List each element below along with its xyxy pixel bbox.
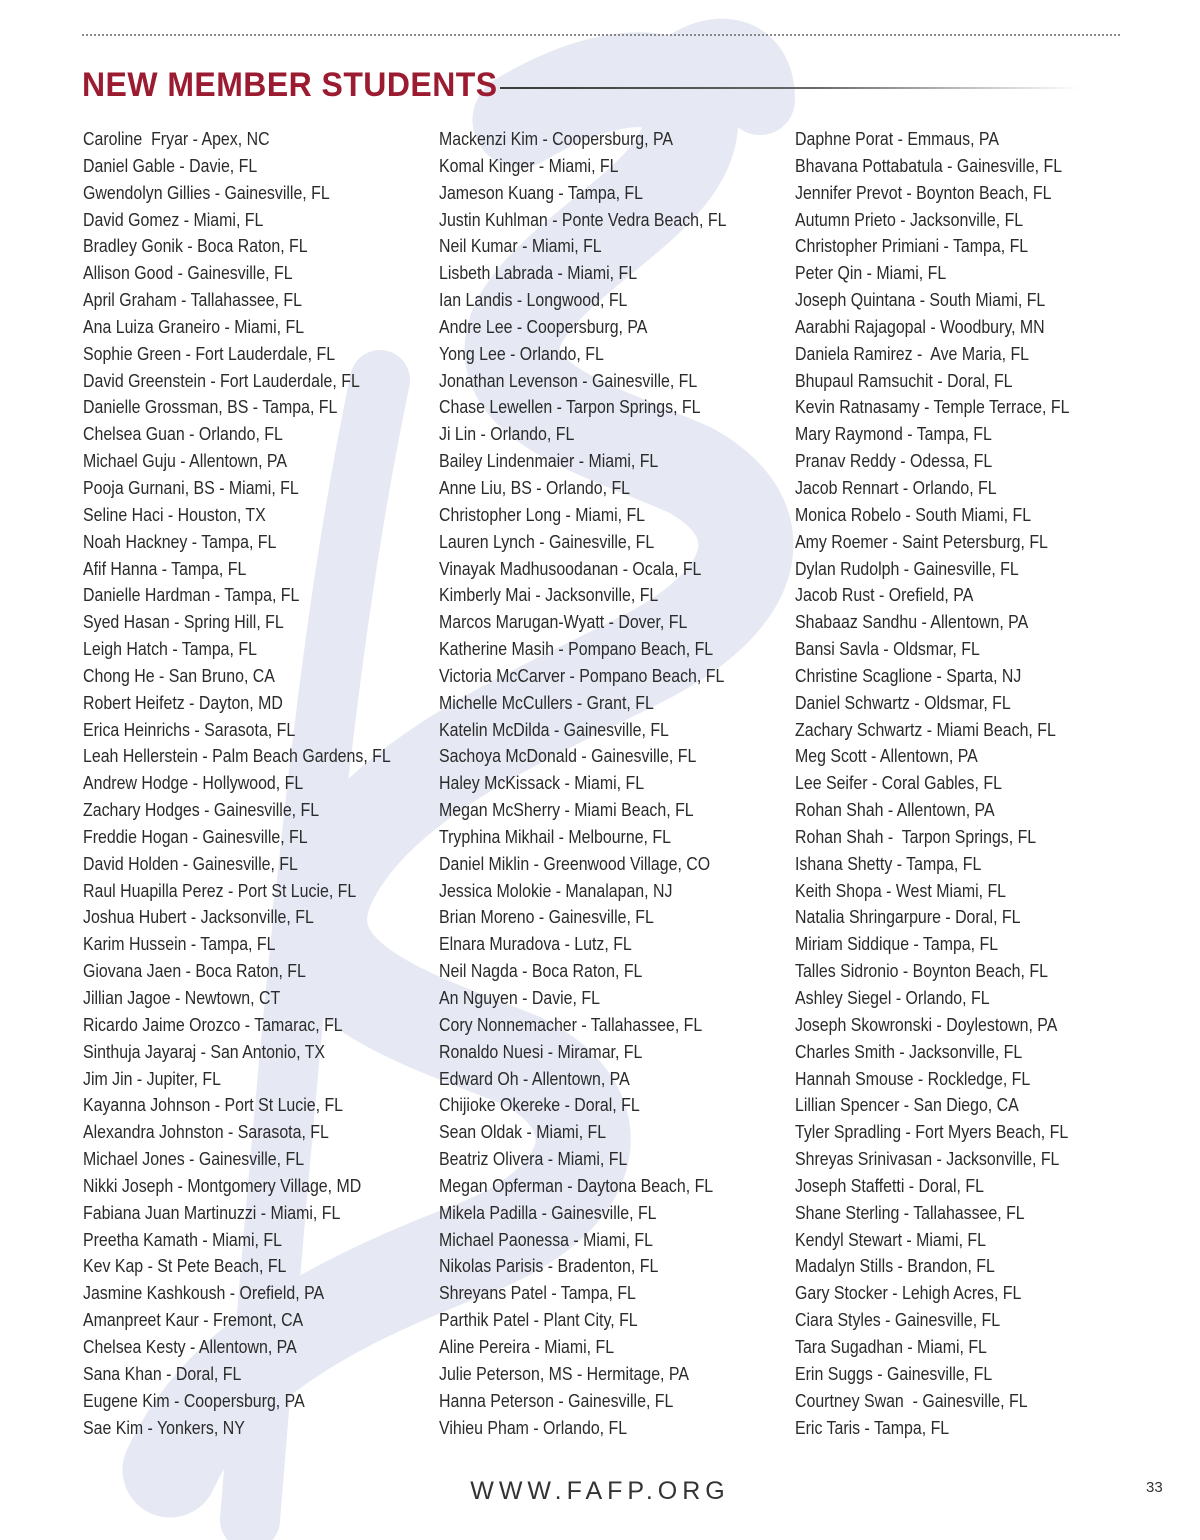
page-title: NEW MEMBER STUDENTS: [82, 66, 498, 104]
member-entry: Shabaaz Sandhu - Allentown, PA: [795, 611, 1029, 633]
member-entry: Michael Jones - Gainesville, FL: [83, 1148, 305, 1170]
member-entry: Ana Luiza Graneiro - Miami, FL: [83, 315, 305, 337]
member-entry: Yong Lee - Orlando, FL: [439, 342, 604, 364]
member-entry: Michelle McCullers - Grant, FL: [439, 691, 654, 713]
member-entry: Daphne Porat - Emmaus, PA: [795, 128, 999, 149]
member-entry: Mary Raymond - Tampa, FL: [795, 423, 992, 445]
member-entry: Megan McSherry - Miami Beach, FL: [439, 799, 694, 821]
member-entry: Lee Seifer - Coral Gables, FL: [795, 772, 1002, 794]
member-entry: Chelsea Guan - Orlando, FL: [83, 423, 283, 445]
member-entry: Meg Scott - Allentown, PA: [795, 745, 978, 767]
member-entry: Robert Heifetz - Dayton, MD: [83, 691, 283, 713]
member-entry: Kayanna Johnson - Port St Lucie, FL: [83, 1094, 344, 1116]
dotted-divider: [82, 34, 1120, 36]
member-entry: Charles Smith - Jacksonville, FL: [795, 1040, 1023, 1062]
member-entry: Kev Kap - St Pete Beach, FL: [83, 1255, 287, 1277]
member-entry: Jonathan Levenson - Gainesville, FL: [439, 369, 698, 391]
member-entry: Zachary Schwartz - Miami Beach, FL: [795, 718, 1056, 740]
member-entry: Syed Hasan - Spring Hill, FL: [83, 611, 284, 633]
member-entry: Joseph Staffetti - Doral, FL: [795, 1174, 984, 1196]
title-rule: [500, 87, 1080, 89]
member-entry: An Nguyen - Davie, FL: [439, 987, 600, 1008]
member-entry: Courtney Swan - Gainesville, FL: [795, 1389, 1028, 1411]
member-entry: Elnara Muradova - Lutz, FL: [439, 933, 632, 955]
member-entry: Hannah Smouse - Rockledge, FL: [795, 1067, 1031, 1089]
member-entry: Nikolas Parisis - Bradenton, FL: [439, 1255, 659, 1277]
member-entry: Noah Hackney - Tampa, FL: [83, 530, 277, 552]
member-entry: Lauren Lynch - Gainesville, FL: [439, 530, 655, 552]
member-entry: Vihieu Pham - Orlando, FL: [439, 1416, 628, 1438]
member-entry: Bansi Savla - Oldsmar, FL: [795, 638, 980, 660]
member-entry: Freddie Hogan - Gainesville, FL: [83, 825, 308, 847]
member-entry: Preetha Kamath - Miami, FL: [83, 1228, 282, 1250]
member-entry: Parthik Patel - Plant City, FL: [439, 1309, 638, 1331]
member-entry: Karim Hussein - Tampa, FL: [83, 933, 276, 955]
member-entry: Erin Suggs - Gainesville, FL: [795, 1362, 993, 1384]
member-entry: Chijioke Okereke - Doral, FL: [439, 1094, 640, 1116]
member-entry: Caroline Fryar - Apex, NC: [83, 128, 270, 149]
member-entry: Michael Paonessa - Miami, FL: [439, 1228, 653, 1250]
member-entry: Sophie Green - Fort Lauderdale, FL: [83, 342, 336, 364]
member-entry: Shreyas Srinivasan - Jacksonville, FL: [795, 1148, 1060, 1170]
member-entry: Jacob Rennart - Orlando, FL: [795, 476, 997, 498]
member-entry: Komal Kinger - Miami, FL: [439, 154, 619, 176]
member-entry: Zachary Hodges - Gainesville, FL: [83, 799, 320, 821]
member-entry: Jacob Rust - Orefield, PA: [795, 584, 974, 606]
member-entry: Kimberly Mai - Jacksonville, FL: [439, 584, 659, 606]
member-entry: Autumn Prieto - Jacksonville, FL: [795, 208, 1024, 230]
member-entry: Ashley Siegel - Orlando, FL: [795, 987, 990, 1008]
member-entry: Brian Moreno - Gainesville, FL: [439, 906, 654, 928]
member-entry: Pranav Reddy - Odessa, FL: [795, 450, 993, 472]
member-entry: Dylan Rudolph - Gainesville, FL: [795, 557, 1019, 579]
member-entry: Gary Stocker - Lehigh Acres, FL: [795, 1282, 1022, 1304]
member-entry: Talles Sidronio - Boynton Beach, FL: [795, 960, 1048, 982]
member-entry: Hanna Peterson - Gainesville, FL: [439, 1389, 674, 1411]
member-entry: Ciara Styles - Gainesville, FL: [795, 1309, 1001, 1331]
member-entry: April Graham - Tallahassee, FL: [83, 289, 303, 311]
member-entry: Keith Shopa - West Miami, FL: [795, 879, 1007, 901]
member-entry: Christopher Long - Miami, FL: [439, 503, 646, 525]
member-entry: Beatriz Olivera - Miami, FL: [439, 1148, 628, 1170]
member-entry: Anne Liu, BS - Orlando, FL: [439, 476, 631, 498]
member-entry: Justin Kuhlman - Ponte Vedra Beach, FL: [439, 208, 727, 230]
member-entry: Edward Oh - Allentown, PA: [439, 1067, 630, 1089]
member-entry: Miriam Siddique - Tampa, FL: [795, 933, 999, 955]
member-entry: Ronaldo Nuesi - Miramar, FL: [439, 1040, 643, 1062]
member-entry: Daniel Gable - Davie, FL: [83, 154, 258, 176]
member-entry: Christine Scaglione - Sparta, NJ: [795, 664, 1022, 686]
member-entry: Julie Peterson, MS - Hermitage, PA: [439, 1362, 689, 1384]
member-entry: Joseph Skowronski - Doylestown, PA: [795, 1013, 1058, 1035]
member-entry: Sean Oldak - Miami, FL: [439, 1121, 607, 1143]
member-entry: Tyler Spradling - Fort Myers Beach, FL: [795, 1121, 1069, 1143]
member-entry: Sinthuja Jayaraj - San Antonio, TX: [83, 1040, 326, 1062]
member-entry: Eric Taris - Tampa, FL: [795, 1416, 950, 1438]
member-entry: Shreyans Patel - Tampa, FL: [439, 1282, 636, 1304]
member-entry: Katherine Masih - Pompano Beach, FL: [439, 638, 714, 660]
member-entry: Jameson Kuang - Tampa, FL: [439, 181, 643, 203]
member-entry: Jessica Molokie - Manalapan, NJ: [439, 879, 673, 901]
member-column-2: [439, 126, 773, 1441]
member-entry: Sachoya McDonald - Gainesville, FL: [439, 745, 697, 767]
member-entry: Allison Good - Gainesville, FL: [83, 262, 293, 284]
member-entry: Natalia Shringarpure - Doral, FL: [795, 906, 1021, 928]
member-entry: Jennifer Prevot - Boynton Beach, FL: [795, 181, 1052, 203]
member-entry: Shane Sterling - Tallahassee, FL: [795, 1201, 1025, 1223]
member-entry: Alexandra Johnston - Sarasota, FL: [83, 1121, 329, 1143]
member-entry: Ji Lin - Orlando, FL: [439, 423, 575, 445]
member-entry: Cory Nonnemacher - Tallahassee, FL: [439, 1013, 703, 1035]
member-entry: Pooja Gurnani, BS - Miami, FL: [83, 476, 299, 498]
member-entry: Monica Robelo - South Miami, FL: [795, 503, 1032, 525]
member-entry: Bailey Lindenmaier - Miami, FL: [439, 450, 659, 472]
member-entry: Fabiana Juan Martinuzzi - Miami, FL: [83, 1201, 341, 1223]
member-entry: Joseph Quintana - South Miami, FL: [795, 289, 1046, 311]
member-entry: Aline Pereira - Miami, FL: [439, 1335, 615, 1357]
member-entry: Peter Qin - Miami, FL: [795, 262, 947, 284]
member-entry: Afif Hanna - Tampa, FL: [83, 557, 247, 579]
member-entry: Kevin Ratnasamy - Temple Terrace, FL: [795, 396, 1070, 418]
member-entry: David Greenstein - Fort Lauderdale, FL: [83, 369, 360, 391]
member-entry: Seline Haci - Houston, TX: [83, 503, 266, 525]
member-entry: Chong He - San Bruno, CA: [83, 664, 275, 686]
member-entry: Vinayak Madhusoodanan - Ocala, FL: [439, 557, 702, 579]
member-entry: Daniel Miklin - Greenwood Village, CO: [439, 852, 711, 874]
member-entry: Andrew Hodge - Hollywood, FL: [83, 772, 304, 794]
member-entry: Bhupaul Ramsuchit - Doral, FL: [795, 369, 1013, 391]
member-entry: Rohan Shah - Tarpon Springs, FL: [795, 825, 1037, 847]
member-entry: David Gomez - Miami, FL: [83, 208, 264, 230]
member-entry: Megan Opferman - Daytona Beach, FL: [439, 1174, 714, 1196]
member-entry: Amanpreet Kaur - Fremont, CA: [83, 1309, 304, 1331]
member-entry: Jim Jin - Jupiter, FL: [83, 1067, 221, 1089]
member-entry: Joshua Hubert - Jacksonville, FL: [83, 906, 314, 928]
member-entry: Daniela Ramirez - Ave Maria, FL: [795, 342, 1030, 364]
member-entry: David Holden - Gainesville, FL: [83, 852, 298, 874]
member-entry: Amy Roemer - Saint Petersburg, FL: [795, 530, 1048, 552]
member-entry: Jillian Jagoe - Newtown, CT: [83, 987, 281, 1008]
member-entry: Jasmine Kashkoush - Orefield, PA: [83, 1282, 325, 1304]
member-entry: Neil Kumar - Miami, FL: [439, 235, 602, 257]
member-column-3: [795, 126, 1114, 1441]
member-entry: Erica Heinrichs - Sarasota, FL: [83, 718, 296, 740]
member-column-1: [83, 126, 441, 1441]
member-entry: Mikela Padilla - Gainesville, FL: [439, 1201, 657, 1223]
member-entry: Bradley Gonik - Boca Raton, FL: [83, 235, 308, 257]
member-entry: Ishana Shetty - Tampa, FL: [795, 852, 982, 874]
member-entry: Neil Nagda - Boca Raton, FL: [439, 960, 643, 982]
member-entry: Ian Landis - Longwood, FL: [439, 289, 628, 311]
member-entry: Lisbeth Labrada - Miami, FL: [439, 262, 638, 284]
member-entry: Marcos Marugan-Wyatt - Dover, FL: [439, 611, 688, 633]
member-entry: Chase Lewellen - Tarpon Springs, FL: [439, 396, 701, 418]
member-entry: Gwendolyn Gillies - Gainesville, FL: [83, 181, 330, 203]
member-entry: Tryphina Mikhail - Melbourne, FL: [439, 825, 671, 847]
member-entry: Madalyn Stills - Brandon, FL: [795, 1255, 995, 1277]
member-entry: Mackenzi Kim - Coopersburg, PA: [439, 128, 674, 149]
member-entry: Michael Guju - Allentown, PA: [83, 450, 287, 472]
page-number: 33: [1146, 1479, 1163, 1496]
footer-website: WWW.FAFP.ORG: [470, 1477, 730, 1505]
member-entry: Danielle Grossman, BS - Tampa, FL: [83, 396, 338, 418]
member-entry: Lillian Spencer - San Diego, CA: [795, 1094, 1019, 1116]
member-entry: Haley McKissack - Miami, FL: [439, 772, 645, 794]
member-entry: Andre Lee - Coopersburg, PA: [439, 315, 648, 337]
member-entry: Raul Huapilla Perez - Port St Lucie, FL: [83, 879, 357, 901]
member-entry: Katelin McDilda - Gainesville, FL: [439, 718, 669, 740]
member-entry: Kendyl Stewart - Miami, FL: [795, 1228, 986, 1250]
member-entry: Giovana Jaen - Boca Raton, FL: [83, 960, 306, 982]
member-entry: Daniel Schwartz - Oldsmar, FL: [795, 691, 1011, 713]
member-entry: Leah Hellerstein - Palm Beach Gardens, FL: [83, 745, 391, 767]
member-entry: Danielle Hardman - Tampa, FL: [83, 584, 300, 606]
member-entry: Victoria McCarver - Pompano Beach, FL: [439, 664, 725, 686]
member-entry: Eugene Kim - Coopersburg, PA: [83, 1389, 305, 1411]
member-entry: Tara Sugadhan - Miami, FL: [795, 1335, 987, 1357]
member-entry: Nikki Joseph - Montgomery Village, MD: [83, 1174, 362, 1196]
member-entry: Christopher Primiani - Tampa, FL: [795, 235, 1029, 257]
member-entry: Leigh Hatch - Tampa, FL: [83, 638, 257, 660]
member-entry: Chelsea Kesty - Allentown, PA: [83, 1335, 297, 1357]
member-entry: Sana Khan - Doral, FL: [83, 1362, 242, 1384]
member-entry: Aarabhi Rajagopal - Woodbury, MN: [795, 315, 1045, 337]
member-entry: Bhavana Pottabatula - Gainesville, FL: [795, 154, 1063, 176]
member-entry: Rohan Shah - Allentown, PA: [795, 799, 995, 821]
member-entry: Sae Kim - Yonkers, NY: [83, 1416, 245, 1438]
member-entry: Ricardo Jaime Orozco - Tamarac, FL: [83, 1013, 343, 1035]
